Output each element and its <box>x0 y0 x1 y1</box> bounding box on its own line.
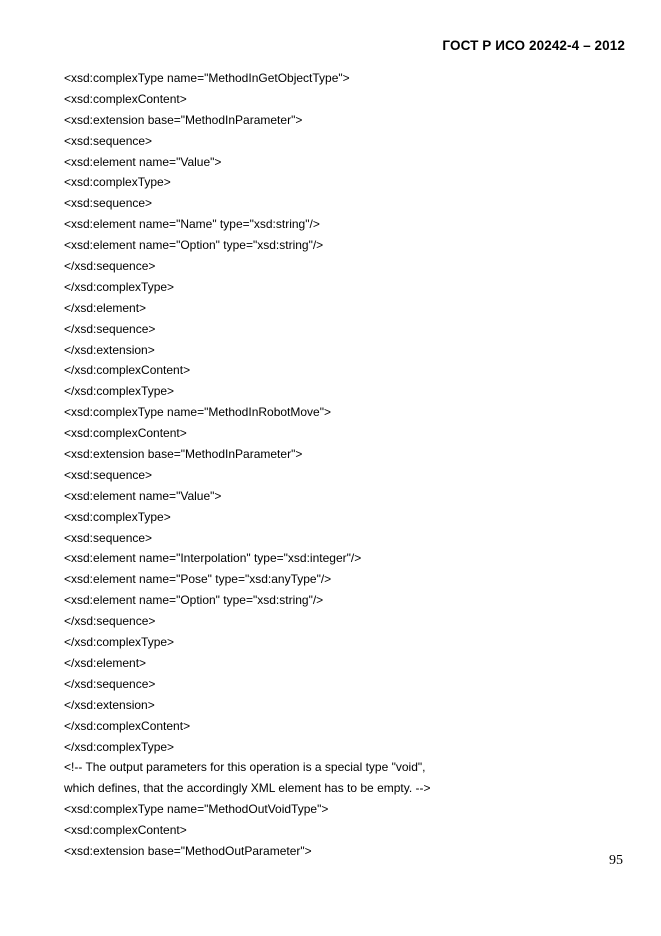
code-line: </xsd:element> <box>64 655 147 670</box>
code-comment-line: which defines, that the accordingly XML element has to be empty. --> <box>64 781 431 796</box>
code-line: <xsd:element name="Pose" type="xsd:anyType"/> <box>64 572 332 587</box>
code-line: <xsd:complexType> <box>64 175 171 190</box>
code-line: </xsd:sequence> <box>64 321 156 336</box>
code-line: </xsd:sequence> <box>64 259 156 274</box>
code-line: </xsd:sequence> <box>64 614 156 629</box>
code-line: </xsd:complexType> <box>64 739 175 754</box>
code-line: <xsd:sequence> <box>64 467 153 482</box>
code-line: </xsd:element> <box>64 300 147 315</box>
code-line: <xsd:element name="Option" type="xsd:string"/> <box>64 238 324 253</box>
code-line: <xsd:extension base="MethodInParameter"> <box>64 112 303 127</box>
code-line: </xsd:complexContent> <box>64 363 191 378</box>
code-line: </xsd:complexType> <box>64 279 175 294</box>
code-line: </xsd:complexType> <box>64 635 175 650</box>
code-line: <xsd:complexContent> <box>64 91 187 106</box>
code-line: </xsd:complexContent> <box>64 718 191 733</box>
code-line: <xsd:element name="Value"> <box>64 488 222 503</box>
document-header: ГОСТ Р ИСО 20242-4 – 2012 <box>442 38 625 53</box>
code-line: </xsd:complexType> <box>64 384 175 399</box>
code-line: <xsd:complexType name="MethodInRobotMove"> <box>64 405 331 420</box>
code-line: <xsd:element name="Option" type="xsd:string"/> <box>64 593 324 608</box>
xsd-code-listing <box>64 68 431 862</box>
code-line: <xsd:complexType name="MethodOutVoidType"> <box>64 802 329 817</box>
code-line: <xsd:sequence> <box>64 530 153 545</box>
page-number: 95 <box>609 853 623 868</box>
code-line: <xsd:sequence> <box>64 133 153 148</box>
code-line: <xsd:element name="Value"> <box>64 154 222 169</box>
code-line: <xsd:complexType> <box>64 509 171 524</box>
code-line: <xsd:sequence> <box>64 196 153 211</box>
code-comment-line: <!-- The output parameters for this operation is a special type "void", <box>64 760 426 775</box>
code-line: <xsd:complexContent> <box>64 426 187 441</box>
code-line: <xsd:element name="Interpolation" type="xsd:integer"/> <box>64 551 362 566</box>
code-line: </xsd:extension> <box>64 697 155 712</box>
code-line: </xsd:extension> <box>64 342 155 357</box>
code-line: </xsd:sequence> <box>64 676 156 691</box>
code-line: <xsd:extension base="MethodOutParameter"> <box>64 843 312 858</box>
code-line: <xsd:complexType name="MethodInGetObjectType"> <box>64 71 350 85</box>
code-line: <xsd:extension base="MethodInParameter"> <box>64 447 303 462</box>
code-line: <xsd:complexContent> <box>64 823 187 838</box>
code-line: <xsd:element name="Name" type="xsd:string"/> <box>64 217 320 232</box>
